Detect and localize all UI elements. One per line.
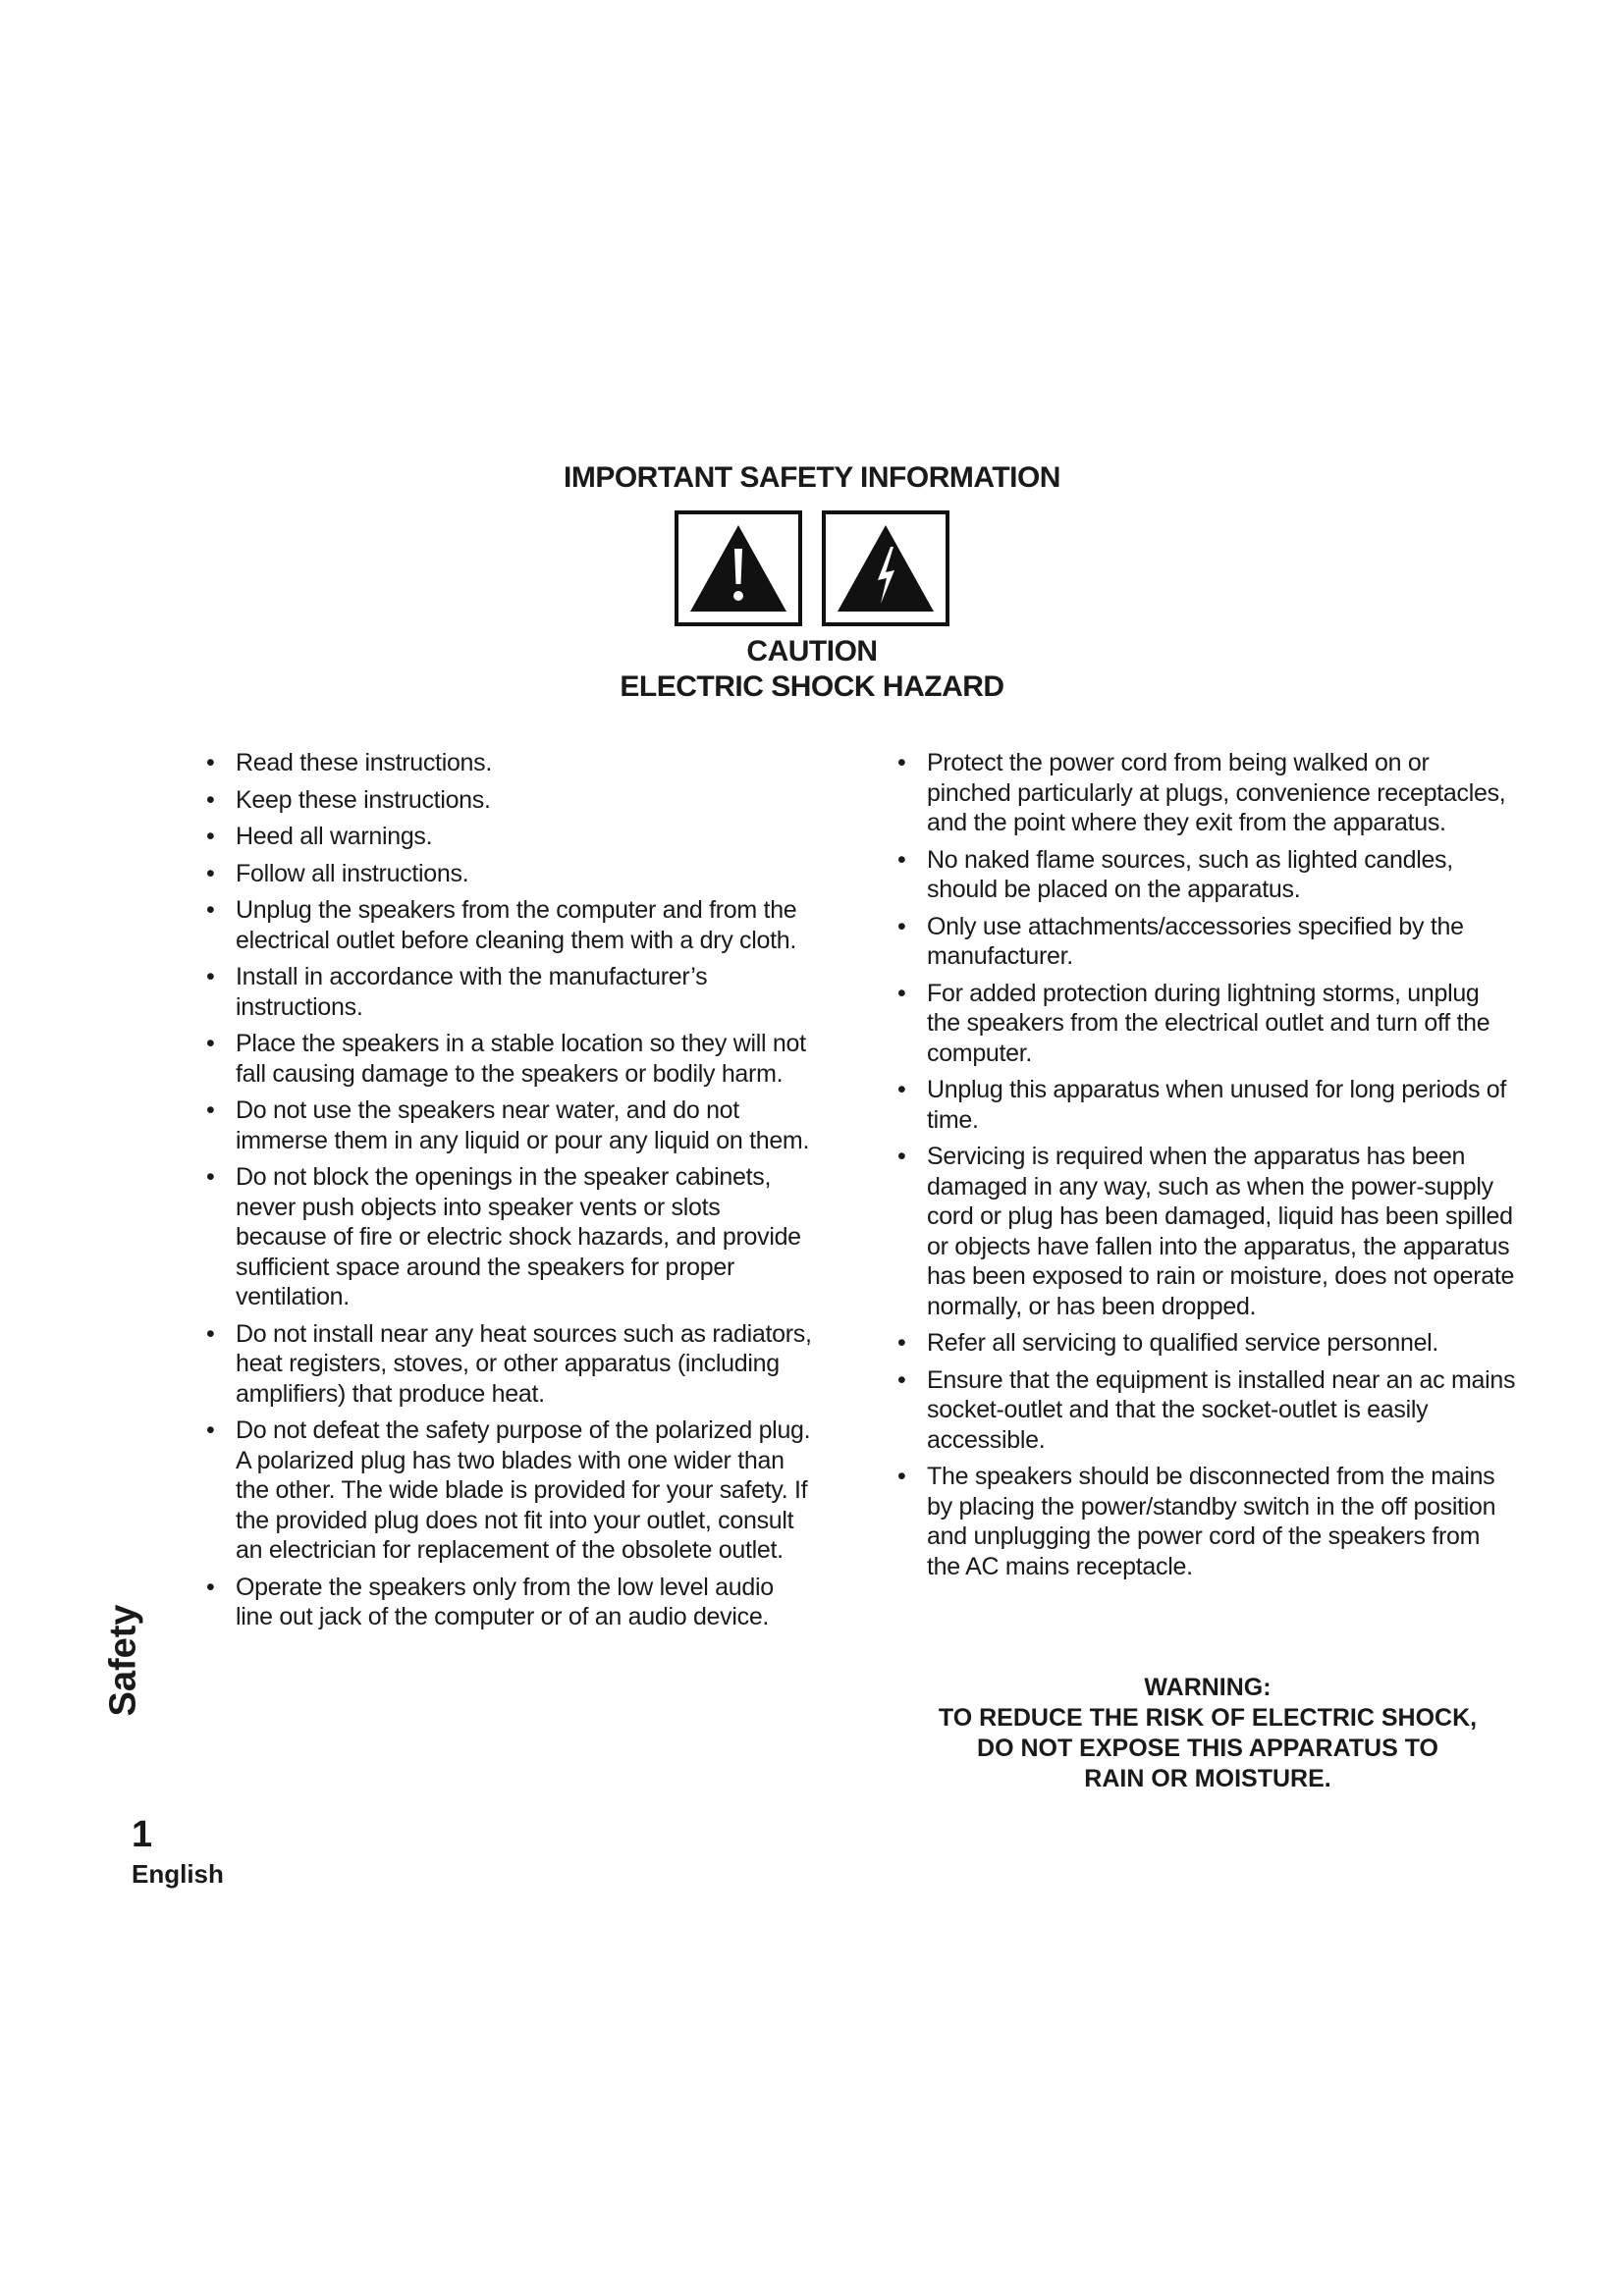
list-item: • Follow all instructions.: [206, 859, 815, 889]
caution-heading: [0, 634, 1624, 705]
exclamation-warning-icon: [675, 510, 802, 626]
list-item: • Do not install near any heat sources such as radiators, heat registers, stoves, or other apparatus (including amplifiers) that produce heat.: [206, 1319, 815, 1410]
warning-heading: WARNING:: [1144, 1674, 1272, 1701]
warning-line: TO REDUCE THE RISK OF ELECTRIC SHOCK,: [938, 1704, 1478, 1732]
list-item: • Refer all servicing to qualified service personnel.: [897, 1328, 1516, 1359]
list-item: • Only use attachments/accessories specified by the manufacturer.: [897, 912, 1516, 972]
list-item: • Ensure that the equipment is installed near an ac mains socket-outlet and that the socket-outlet is easily accessible.: [897, 1365, 1516, 1456]
hazard-label: ELECTRIC SHOCK HAZARD: [620, 670, 1004, 703]
right-instructions-list: [897, 748, 1516, 1588]
list-item: • Install in accordance with the manufacturer’s instructions.: [206, 962, 815, 1022]
warning-icons: [0, 510, 1624, 626]
page-number: 1: [132, 1814, 153, 1855]
list-item: • Heed all warnings.: [206, 822, 815, 852]
page-title: IMPORTANT SAFETY INFORMATION: [564, 461, 1060, 494]
list-item: • Do not use the speakers near water, and do not immerse them in any liquid or pour any liquid on them.: [206, 1095, 815, 1155]
list-item: • Operate the speakers only from the low level audio line out jack of the computer or of an audio device.: [206, 1573, 815, 1632]
list-item: • The speakers should be disconnected from the mains by placing the power/standby switch in the off position and unplugging the power cord of the speakers from the AC mains receptacle.: [897, 1462, 1516, 1581]
list-item: • Servicing is required when the apparatus has been damaged in any way, such as when the power-supply cord or plug has been damaged, liquid has been spilled or objects have fallen into the apparatus, the apparatus has been exposed to rain or moisture, does not operate normally, or has been dropped.: [897, 1142, 1516, 1321]
list-item: • Place the speakers in a stable location so they will not fall causing damage to the speakers or bodily harm.: [206, 1029, 815, 1089]
lightning-warning-icon: [822, 510, 949, 626]
list-item: • Do not defeat the safety purpose of the polarized plug. A polarized plug has two blades with one wider than the other. The wide blade is provided for your safety. If the provided plug does not fit into your outlet, consult an electrician for replacement of the obsolete outlet.: [206, 1415, 815, 1566]
list-item: • Keep these instructions.: [206, 785, 815, 816]
list-item: • No naked flame sources, such as lighted candles, should be placed on the apparatus.: [897, 845, 1516, 905]
warning-line: RAIN OR MOISTURE.: [1084, 1765, 1331, 1792]
left-instructions-list: [206, 748, 815, 1639]
list-item: • Protect the power cord from being walked on or pinched particularly at plugs, convenience receptacles, and the point where they exit from the apparatus.: [897, 748, 1516, 838]
caution-label: CAUTION: [746, 635, 878, 667]
section-label: Safety: [102, 1604, 144, 1717]
language-label: English: [132, 1859, 224, 1889]
list-item: • Read these instructions.: [206, 748, 815, 778]
list-item: • Unplug this apparatus when unused for long periods of time.: [897, 1075, 1516, 1135]
list-item: • Do not block the openings in the speaker cabinets, never push objects into speaker vents or slots because of fire or electric shock hazards, and provide sufficient space around the speakers for proper ventilation.: [206, 1162, 815, 1312]
list-item: • Unplug the speakers from the computer and from the electrical outlet before cleaning them with a dry cloth.: [206, 895, 815, 955]
warning-notice: [884, 1673, 1532, 1794]
list-item: • For added protection during lightning storms, unplug the speakers from the electrical outlet and turn off the computer.: [897, 979, 1516, 1069]
warning-line: DO NOT EXPOSE THIS APPARATUS TO: [977, 1735, 1438, 1762]
